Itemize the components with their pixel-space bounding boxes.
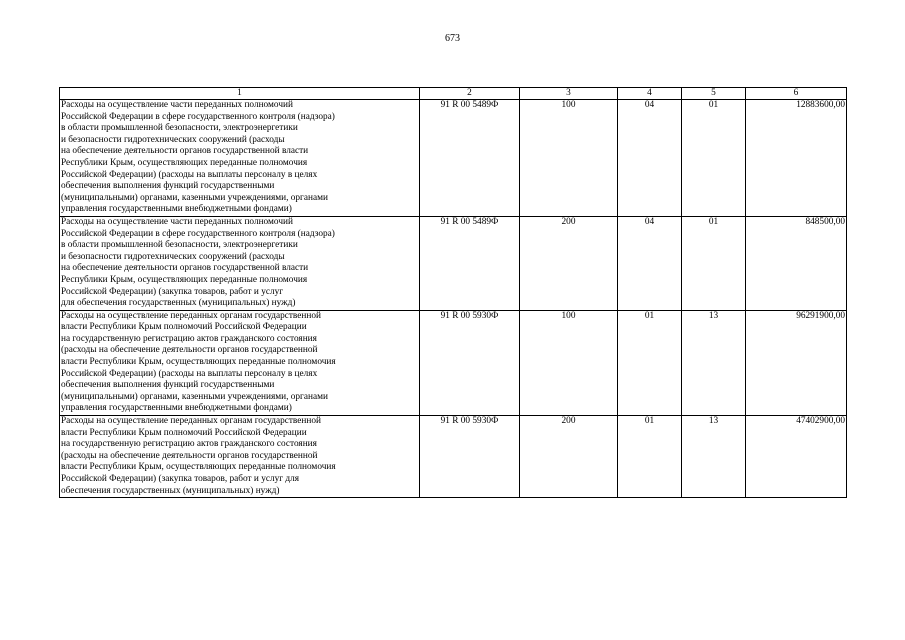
subsection-cell: 13 bbox=[682, 310, 746, 415]
header-col-1: 1 bbox=[60, 88, 420, 100]
expense-type-cell: 200 bbox=[520, 216, 618, 310]
target-code-cell: 91 R 00 5489Ф bbox=[420, 216, 520, 310]
section-cell: 04 bbox=[618, 216, 682, 310]
expense-type-cell: 100 bbox=[520, 310, 618, 415]
amount-cell: 47402900,00 bbox=[746, 416, 847, 498]
table-header-row bbox=[60, 88, 847, 100]
target-code-cell: 91 R 00 5930Ф bbox=[420, 310, 520, 415]
target-code-cell: 91 R 00 5930Ф bbox=[420, 416, 520, 498]
subsection-cell: 01 bbox=[682, 100, 746, 217]
table-row bbox=[60, 310, 847, 415]
expense-name-cell bbox=[60, 310, 420, 415]
expense-name-cell bbox=[60, 416, 420, 498]
subsection-cell: 01 bbox=[682, 216, 746, 310]
table-row bbox=[60, 100, 847, 217]
amount-cell: 12883600,00 bbox=[746, 100, 847, 217]
expense-name: Расходы на осуществление переданных органам государственной власти Республики Крым полномочий Российской Федерации на государственную регистрацию актов гражданского состояния (расходы на обеспечение деятельности органов государственной власти Республики Крым, осуществляющих переданные полномочия Российской Федерации) (закупка товаров, работ и услуг для обеспечения государственных (муниципальных) нужд) bbox=[61, 416, 336, 496]
expense-type-cell: 200 bbox=[520, 416, 618, 498]
header-col-5: 5 bbox=[682, 88, 746, 100]
header-col-2: 2 bbox=[420, 88, 520, 100]
amount-cell: 848500,00 bbox=[746, 216, 847, 310]
amount-cell: 96291900,00 bbox=[746, 310, 847, 415]
header-col-4: 4 bbox=[618, 88, 682, 100]
expense-name-cell bbox=[60, 100, 420, 217]
section-cell: 01 bbox=[618, 310, 682, 415]
table-row bbox=[60, 416, 847, 498]
section-cell: 04 bbox=[618, 100, 682, 217]
section-cell: 01 bbox=[618, 416, 682, 498]
expense-name: Расходы на осуществление части переданных полномочий Российской Федерации в сфере государственного контроля (надзора) в области промышленной безопасности, электроэнергетики и безопасности гидротехнических сооружений (расходы на обеспечение деятельности органов государственной власти Республики Крым, осуществляющих переданные полномочия Российской Федерации) (закупка товаров, работ и услуг для обеспечения государственных (муниципальных) нужд) bbox=[61, 216, 335, 309]
target-code-cell: 91 R 00 5489Ф bbox=[420, 100, 520, 217]
page-number: 673 bbox=[445, 33, 460, 44]
expense-name: Расходы на осуществление переданных органам государственной власти Республики Крым полномочий Российской Федерации на государственную регистрацию актов гражданского состояния (расходы на обеспечение деятельности органов государственной власти Республики Крым, осуществляющих переданные полномочия Российской Федерации) (расходы на выплаты персоналу в целях обеспечения выполнения функций государственными (муниципальными) органами, казенными учреждениями, органами управления государственными внебюджетными фондами) bbox=[61, 310, 336, 414]
expense-type-cell: 100 bbox=[520, 100, 618, 217]
header-col-6: 6 bbox=[746, 88, 847, 100]
budget-table bbox=[59, 87, 847, 498]
header-col-3: 3 bbox=[520, 88, 618, 100]
expense-name: Расходы на осуществление части переданных полномочий Российской Федерации в сфере государственного контроля (надзора) в области промышленной безопасности, электроэнергетики и безопасности гидротехнических сооружений (расходы на обеспечение деятельности органов государственной власти Республики Крым, осуществляющих переданные полномочия Российской Федерации) (расходы на выплаты персоналу в целях обеспечения выполнения функций государственными (муниципальными) органами, казенными учреждениями, органами управления государственными внебюджетными фондами) bbox=[61, 100, 335, 215]
table-row bbox=[60, 216, 847, 310]
subsection-cell: 13 bbox=[682, 416, 746, 498]
expense-name-cell bbox=[60, 216, 420, 310]
